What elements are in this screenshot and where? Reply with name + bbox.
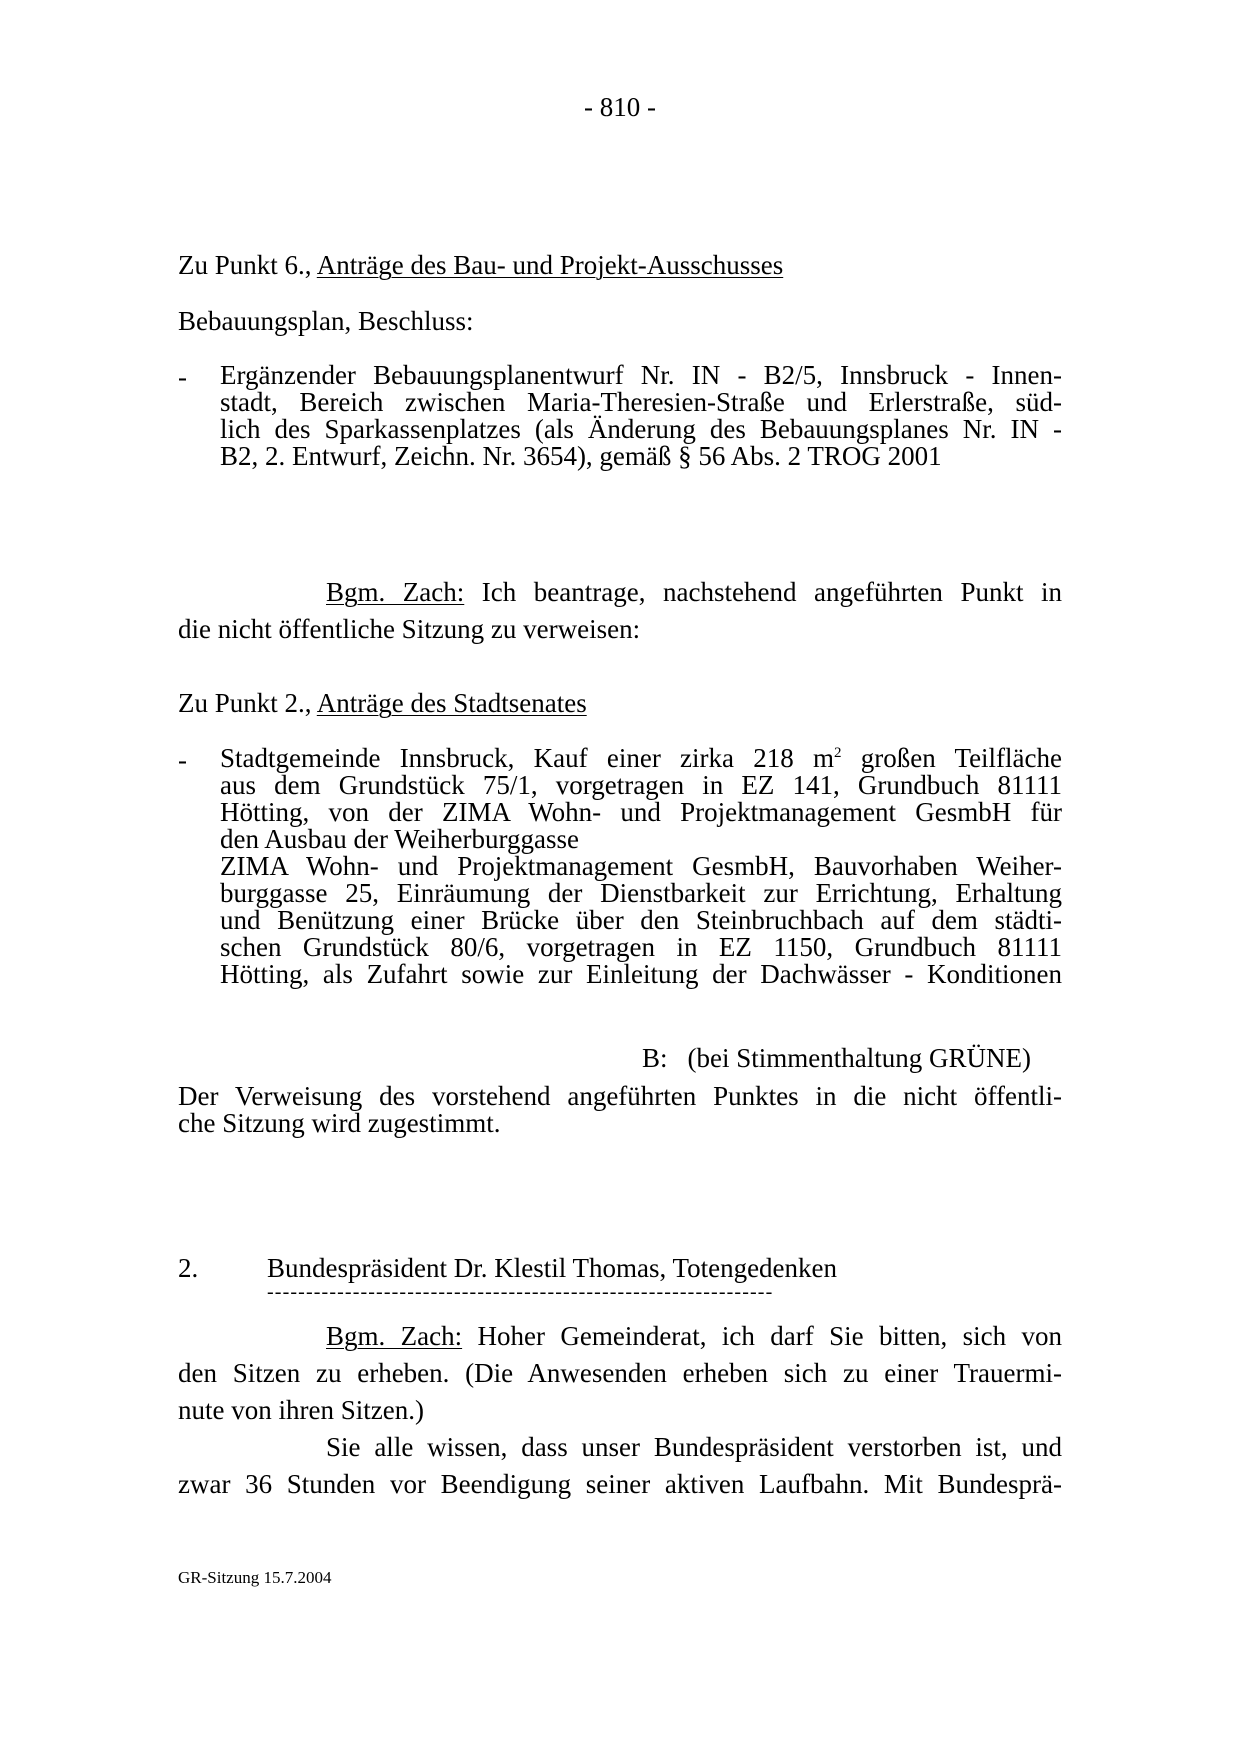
page-number: - 810 - (584, 92, 656, 122)
resolution-abstention: (bei Stimmenthaltung GRÜNE) (687, 1043, 1031, 1073)
item-line: ZIMA Wohn- und Projektmanagement GesmbH, Bauvorhaben Weiher- (220, 851, 1062, 881)
title-dash-rule: ----------------------------------------------------------------- (267, 1281, 774, 1303)
resolution-line: Der Verweisung des vorstehend angeführten Punktes in die nicht öffentli- (178, 1081, 1062, 1111)
resolution-note (642, 1043, 1031, 1074)
item-line: Hötting, als Zufahrt sowie zur Einleitung der Dachwässer - Konditionen (220, 959, 1062, 989)
speech-line: Sie alle wissen, dass unser Bundespräsident verstorben ist, und (326, 1432, 1062, 1462)
speech-paragraph-2 (178, 1318, 1062, 1503)
heading-prefix: Zu Punkt 2., (178, 688, 317, 718)
speech-text: Ich beantrage, nachstehend angeführten Punkt in (481, 577, 1062, 607)
resolution-label: B: (642, 1043, 668, 1073)
list-item-bebauungsplan (220, 362, 1062, 470)
item-line: burggasse 25, Einräumung der Dienstbarkeit zur Errichtung, Erhaltung (220, 878, 1062, 908)
item-text: Stadtgemeinde Innsbruck, Kauf einer zirka 218 m (220, 743, 834, 773)
item-line: schen Grundstück 80/6, vorgetragen in EZ 1150, Grundbuch 81111 (220, 932, 1062, 962)
item-line: B2, 2. Entwurf, Zeichn. Nr. 3654), gemäß § 56 Abs. 2 TROG 2001 (220, 441, 942, 471)
heading-prefix: Zu Punkt 6., (178, 250, 317, 280)
speech-line: nute von ihren Sitzen.) (178, 1395, 424, 1425)
item-line: Ergänzender Bebauungsplanentwurf Nr. IN - B2/5, Innsbruck - Innen- (220, 360, 1062, 390)
list-bullet: - (178, 362, 187, 392)
item-line: stadt, Bereich zwischen Maria-Theresien-Straße und Erlerstraße, süd- (220, 387, 1062, 417)
speaker-name: Bgm. Zach: (326, 577, 465, 607)
speech-line (178, 574, 1062, 611)
subheading-bebauungsplan: Bebauungsplan, Beschluss: (178, 306, 474, 336)
heading-underlined: Anträge des Bau- und Projekt-Ausschusses (316, 250, 784, 280)
speech-text: Hoher Gemeinderat, ich darf Sie bitten, sich von (477, 1321, 1062, 1351)
superscript: 2 (834, 745, 842, 761)
speech-line (178, 1318, 1062, 1355)
speech-line: den Sitzen zu erheben. (Die Anwesenden erheben sich zu einer Trauermi- (178, 1358, 1062, 1388)
resolution-line: che Sitzung wird zugestimmt. (178, 1108, 501, 1138)
item-line: aus dem Grundstück 75/1, vorgetragen in EZ 141, Grundbuch 81111 (220, 770, 1062, 800)
section-heading-punkt-6 (178, 250, 783, 281)
section-heading-punkt-2 (178, 688, 587, 719)
item-line: Hötting, von der ZIMA Wohn- und Projektmanagement GesmbH für (220, 797, 1062, 827)
speaker-name: Bgm. Zach: (326, 1321, 463, 1351)
agenda-item-title: Bundespräsident Dr. Klestil Thomas, Totengedenken (267, 1253, 838, 1283)
heading-underlined: Anträge des Stadtsenates (316, 688, 587, 718)
list-bullet: - (178, 745, 187, 775)
speech-line: zwar 36 Stunden vor Beendigung seiner aktiven Laufbahn. Mit Bundesprä- (178, 1469, 1062, 1499)
item-line: lich des Sparkassenplatzes (als Änderung des Bebauungsplanes Nr. IN - (220, 414, 1062, 444)
list-item-stadtsenat (220, 745, 1062, 988)
item-line: den Ausbau der Weiherburggasse (220, 824, 579, 854)
item-line: und Benützung einer Brücke über den Steinbruchbach auf dem städti- (220, 905, 1062, 935)
agenda-item-number: 2. (178, 1253, 199, 1283)
item-line (220, 745, 1062, 772)
item-text: großen Teilfläche (841, 743, 1062, 773)
footer-session-date: GR-Sitzung 15.7.2004 (178, 1568, 332, 1587)
resolution-text (178, 1083, 1062, 1137)
speech-paragraph-1 (178, 574, 1062, 648)
speech-line: die nicht öffentliche Sitzung zu verweisen: (178, 614, 641, 644)
